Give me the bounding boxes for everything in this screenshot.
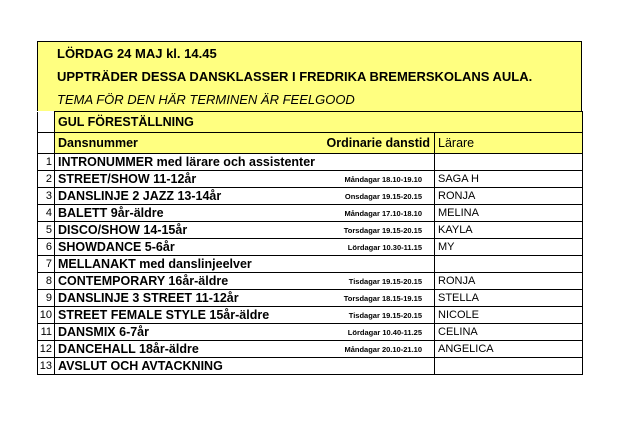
dance-time: Onsdagar 19.15-20.15 [275, 188, 435, 205]
column-header-row [38, 133, 583, 154]
table-row [38, 256, 583, 273]
table-row [38, 239, 583, 256]
dance-time [275, 256, 435, 273]
dance-time: Lördagar 10.30-11.15 [275, 239, 435, 256]
row-number: 6 [38, 239, 55, 256]
row-number: 4 [38, 205, 55, 222]
table-row [38, 290, 583, 307]
table-row [38, 358, 583, 375]
teacher-name: MY [435, 239, 583, 256]
row-number: 2 [38, 171, 55, 188]
table-row [38, 222, 583, 239]
row-number: 8 [38, 273, 55, 290]
dance-number-name: STREET FEMALE STYLE 15år-äldre [55, 307, 275, 324]
schedule-table [37, 111, 583, 375]
row-number: 7 [38, 256, 55, 273]
dance-time: Tisdagar 19.15-20.15 [275, 273, 435, 290]
dance-time: Måndagar 20.10-21.10 [275, 341, 435, 358]
teacher-name: ANGELICA [435, 341, 583, 358]
dance-time: Lördagar 10.40-11.25 [275, 324, 435, 341]
row-number: 5 [38, 222, 55, 239]
section-title: GUL FÖRESTÄLLNING [55, 112, 583, 133]
dance-number-name: SHOWDANCE 5-6år [55, 239, 275, 256]
dance-number-name: DANSLINJE 2 JAZZ 13-14år [55, 188, 275, 205]
row-number: 10 [38, 307, 55, 324]
column-header-name: Dansnummer [55, 133, 275, 154]
dance-number-name: DANSLINJE 3 STREET 11-12år [55, 290, 275, 307]
teacher-name: STELLA [435, 290, 583, 307]
teacher-name [435, 358, 583, 375]
teacher-name: CELINA [435, 324, 583, 341]
row-number: 3 [38, 188, 55, 205]
section-num-cell [38, 112, 55, 133]
event-location-line: UPPTRÄDER DESSA DANSKLASSER I FREDRIKA BREMERSKOLANS AULA. [57, 69, 533, 84]
dance-number-name: DANSMIX 6-7år [55, 324, 275, 341]
row-number: 13 [38, 358, 55, 375]
dance-number-name: MELLANAKT med danslinjeelver [55, 256, 275, 273]
teacher-name: RONJA [435, 188, 583, 205]
table-row [38, 341, 583, 358]
dance-number-name: DISCO/SHOW 14-15år [55, 222, 275, 239]
dance-time: Torsdagar 19.15-20.15 [275, 222, 435, 239]
teacher-name [435, 154, 583, 171]
column-header-time: Ordinarie danstid [275, 133, 435, 154]
dance-time [275, 358, 435, 375]
row-number: 12 [38, 341, 55, 358]
teacher-name [435, 256, 583, 273]
row-number: 9 [38, 290, 55, 307]
theme-line: TEMA FÖR DEN HÄR TERMINEN ÄR FEELGOOD [57, 92, 355, 107]
column-header-num [38, 133, 55, 154]
header-block [37, 41, 582, 111]
column-header-teacher: Lärare [435, 133, 583, 154]
dance-number-name: AVSLUT OCH AVTACKNING [55, 358, 275, 375]
table-row [38, 273, 583, 290]
section-row [38, 112, 583, 133]
dance-time: Måndagar 18.10-19.10 [275, 171, 435, 188]
dance-number-name: CONTEMPORARY 16år-äldre [55, 273, 275, 290]
table-row [38, 188, 583, 205]
row-number: 1 [38, 154, 55, 171]
table-row [38, 307, 583, 324]
teacher-name: NICOLE [435, 307, 583, 324]
schedule-sheet [37, 41, 582, 375]
dance-number-name: STREET/SHOW 11-12år [55, 171, 275, 188]
dance-number-name: DANCEHALL 18år-äldre [55, 341, 275, 358]
event-date-line: LÖRDAG 24 MAJ kl. 14.45 [57, 46, 217, 61]
teacher-name: RONJA [435, 273, 583, 290]
teacher-name: MELINA [435, 205, 583, 222]
dance-time: Torsdagar 18.15-19.15 [275, 290, 435, 307]
row-number: 11 [38, 324, 55, 341]
teacher-name: SAGA H [435, 171, 583, 188]
dance-time: Måndagar 17.10-18.10 [275, 205, 435, 222]
table-row [38, 171, 583, 188]
table-row [38, 205, 583, 222]
table-row [38, 324, 583, 341]
dance-number-name: BALETT 9år-äldre [55, 205, 275, 222]
table-row [38, 154, 583, 171]
dance-time: Tisdagar 19.15-20.15 [275, 307, 435, 324]
dance-number-name: INTRONUMMER med lärare och assistenter [55, 154, 275, 171]
teacher-name: KAYLA [435, 222, 583, 239]
